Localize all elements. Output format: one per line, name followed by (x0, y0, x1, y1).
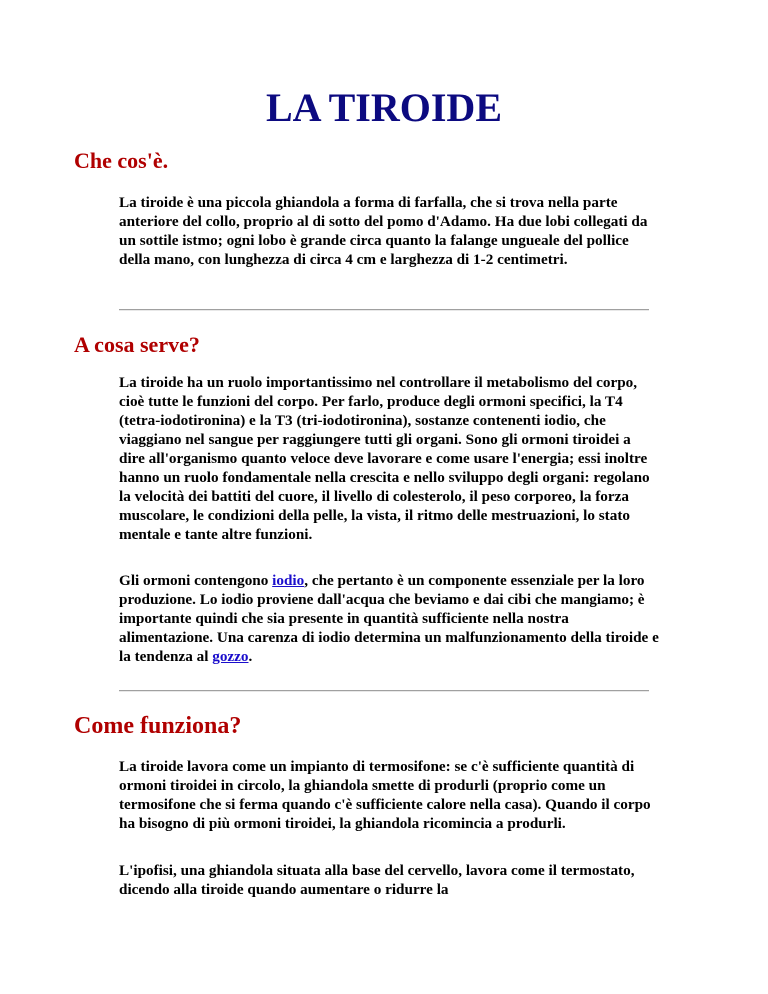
paragraph-text: , che pertanto è un componente essenziale per la loro produzione. Lo iodio proviene dall'acqua che beviamo e dai cibi che mangiamo; è importante quindi che sia presente in quantità sufficiente nella nostra alimentazione. Una carenza di iodio determina un malfunzionamento della tiroide e la tendenza al (119, 572, 659, 665)
section-heading-che-cose: Che cos'è. (74, 148, 169, 173)
link-iodio[interactable]: iodio (272, 572, 305, 589)
section-paragraph (119, 571, 659, 666)
paragraph-text: Gli ormoni contengono (119, 572, 273, 589)
section-heading-come-funziona: Come funziona? (74, 713, 242, 739)
section-paragraph: La tiroide ha un ruolo importantissimo nel controllare il metabolismo del corpo, cioè tutte le funzioni del corpo. Per farlo, produce degli ormoni specifici, la T4 (tetra-iodotironina) e la T3 (tri-iodotironina), sostanze contenenti iodio, che viaggiano nel sangue per raggiungere tutti gli organi. Sono gli ormoni tiroidei a dire all'organismo quanto veloce deve lavorare e come usare l'energia; essi inoltre hanno un ruolo fondamentale nella crescita e nello sviluppo degli organi: regolano la velocità dei battiti del cuore, il livello di colesterolo, il peso corporeo, la forza muscolare, le condizioni della pelle, la vista, il ritmo delle mestruazioni, lo stato mentale e tante altre funzioni. (119, 374, 650, 543)
page-title: LA TIROIDE (265, 85, 502, 130)
section-paragraph: La tiroide è una piccola ghiandola a forma di farfalla, che si trova nella parte anteriore del collo, proprio al di sotto del pomo d'Adamo. Ha due lobi collegati da un sottile istmo; ogni lobo è grande circa quanto la falange ungueale del pollice della mano, con lunghezza di circa 4 cm e larghezza di 1-2 centimetri. (119, 194, 648, 268)
section-paragraph: La tiroide lavora come un impianto di termosifone: se c'è sufficiente quantità di ormoni tiroidei in circolo, la ghiandola smette di produrli (proprio come un termosifone che si ferma quando c'è sufficiente calore nella casa). Quando il corpo ha bisogno di più ormoni tiroidei, la ghiandola ricomincia a produrli. (119, 758, 651, 832)
paragraph-text: . (248, 648, 253, 665)
section-paragraph: L'ipofisi, una ghiandola situata alla base del cervello, lavora come il termostato, dicendo alla tiroide quando aumentare o ridurre la (119, 862, 635, 898)
link-gozzo[interactable]: gozzo (212, 648, 249, 665)
horizontal-divider (119, 690, 649, 692)
section-heading-a-cosa-serve: A cosa serve? (74, 332, 200, 357)
horizontal-divider (119, 309, 649, 311)
